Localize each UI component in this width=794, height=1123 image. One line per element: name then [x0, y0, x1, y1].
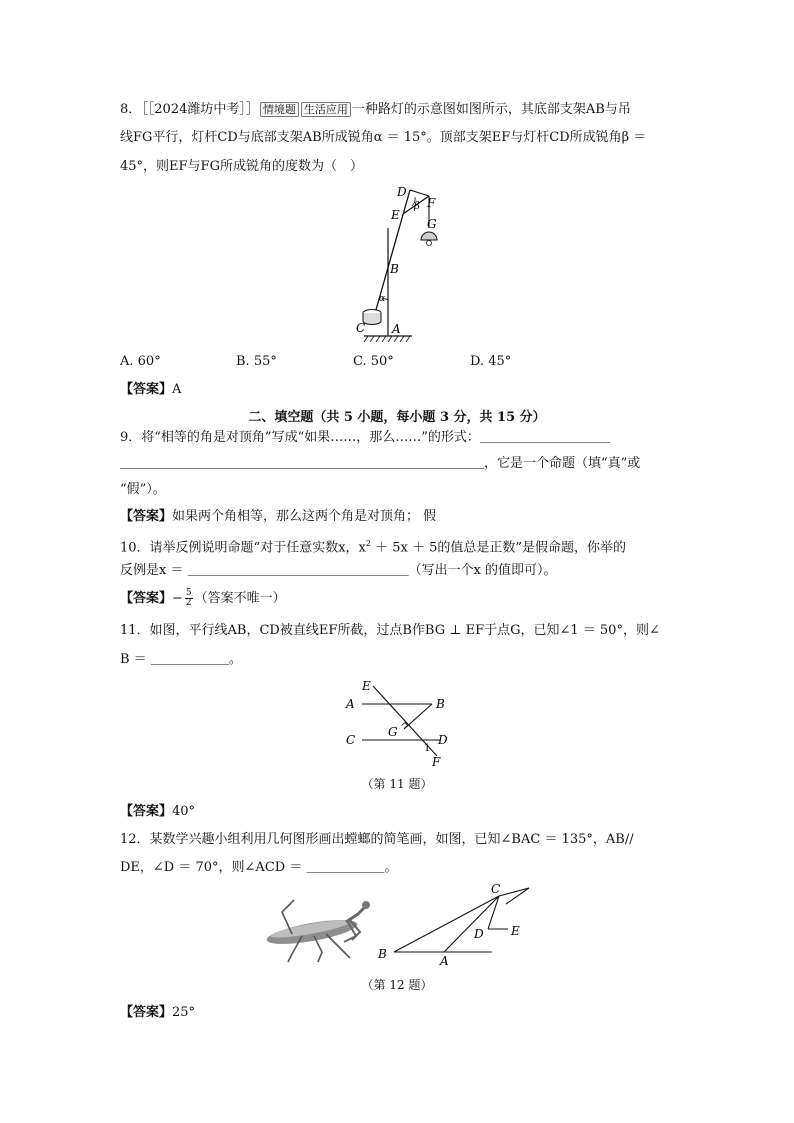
q11-label-a: A: [346, 697, 355, 711]
q11-caption: （第 11 题）: [361, 777, 433, 791]
q10-answer: [120, 589, 286, 609]
q8-label-e: E: [391, 208, 400, 222]
q12-line2: DE，∠D ＝ 70°，则∠ACD ＝ ＿＿＿＿＿＿。: [120, 860, 398, 875]
q12-mantis-illustration: [262, 896, 374, 964]
q12-label-d: D: [474, 927, 484, 941]
q12-mantis-neck: [346, 906, 366, 922]
q8-option-a[interactable]: A. 60°: [120, 354, 161, 369]
q8-option-c[interactable]: C. 50°: [353, 354, 394, 369]
q10-fraction-denominator: 2: [185, 598, 192, 608]
q8-label-a: A: [392, 322, 401, 336]
q10-answer-fraction: [185, 589, 193, 608]
q10-exponent: 2: [365, 539, 371, 548]
q8-tag-application: 生活应用: [301, 102, 351, 117]
q11-label-angle1: 1: [424, 743, 431, 754]
q8-label-c: C: [356, 321, 366, 335]
q8-number: 8．: [120, 102, 142, 117]
q11-label-b: B: [436, 697, 445, 711]
q11-line1: 11．如图，平行线AB，CD被直线EF所截，过点B作BG ⊥ EF于点G，已知∠1 ＝ 50°，则∠: [120, 623, 660, 638]
q12-segment-bc: [394, 896, 499, 952]
q12-label-c: C: [491, 882, 501, 896]
q8-line1-text: 一种路灯的示意图如图所示，其底部支架AB与吊: [351, 102, 631, 117]
q10-line1-b: ＋ 5x ＋ 5的值总是正数”是假命题，你举的: [370, 540, 627, 556]
q8-source: ［［2024潍坊中考］］: [141, 102, 259, 117]
q12-answer: [120, 1003, 195, 1023]
q12-segment-ac: [444, 896, 499, 952]
q8-lamp-shade: [421, 232, 437, 240]
q9-line3: “假”）。: [120, 482, 166, 497]
q8-label-d: D: [397, 185, 407, 199]
q8-option-d[interactable]: D. 45°: [470, 354, 512, 369]
q10-line1-a: 10．请举反例说明命题“对于任意实数x，x: [120, 540, 366, 556]
q11-label-f: F: [432, 755, 441, 769]
q8-label-alpha: α: [379, 294, 386, 304]
q10-answer-sign: −: [172, 591, 183, 606]
q11-label-g: G: [388, 725, 398, 739]
q9-answer: [120, 507, 436, 527]
q8-label-g: G: [427, 217, 437, 231]
q11-answer: [120, 802, 195, 822]
q8-answer-label: 【答案】: [120, 382, 173, 397]
q9-line1: 9．将“相等的角是对顶角”写成“如果……，那么……”的形式：＿＿＿＿＿＿＿＿＿＿: [120, 430, 610, 445]
section-fill-in-title: 二、填空题（共 5 小题，每小题 3 分，共 15 分）: [248, 410, 546, 425]
q8-answer: [120, 380, 181, 400]
q12-caption: （第 12 题）: [361, 978, 433, 992]
q12-answer-label: 【答案】: [120, 1005, 173, 1020]
q12-label-a: A: [440, 954, 449, 966]
q11-parallel-lines-figure: [340, 674, 460, 772]
q12-head-top: [499, 888, 529, 896]
q8-line3: 45°，则EF与FG所成锐角的度数为（ ）: [120, 159, 363, 174]
q11-label-c: C: [346, 733, 356, 747]
q8-base-drum: [363, 313, 381, 325]
q10-line1: [120, 534, 626, 558]
q12-line1: 12．某数学兴趣小组利用几何图形画出螳螂的简笔画，如图，已知∠BAC ＝ 135°，AB//: [120, 832, 634, 847]
q8-streetlamp-figure: [350, 180, 450, 345]
q11-answer-value: 40°: [172, 804, 196, 819]
q12-geometry-figure: [374, 882, 534, 966]
q11-segment-bg: [404, 704, 432, 729]
q8-line1: [120, 100, 631, 120]
q11-answer-label: 【答案】: [120, 804, 173, 819]
q8-label-beta: β: [414, 201, 420, 212]
q10-fraction-numerator: 5: [185, 588, 192, 598]
q12-label-e: E: [511, 924, 520, 938]
q9-answer-label: 【答案】: [120, 509, 173, 524]
q8-line2: 线FG平行，灯杆CD与底部支架AB所成锐角α ＝ 15°。顶部支架EF与灯杆CD所成锐角β ＝: [120, 130, 647, 145]
q8-label-b: B: [390, 262, 399, 276]
q8-ground-hatch: [364, 336, 410, 342]
q11-label-d: D: [438, 733, 448, 747]
q12-label-b: B: [378, 947, 387, 961]
q12-head-side: [506, 888, 529, 904]
q11-line2: B ＝ ＿＿＿＿＿＿。: [120, 652, 242, 667]
q10-answer-note: （答案不唯一）: [194, 591, 286, 606]
q8-lamp-bulb: [427, 241, 432, 246]
q8-answer-value: A: [172, 382, 182, 397]
q8-option-b[interactable]: B. 55°: [236, 354, 277, 369]
q11-label-e: E: [362, 679, 371, 693]
q9-line2: ＿＿＿＿＿＿＿＿＿＿＿＿＿＿＿＿＿＿＿＿＿＿＿＿＿＿＿＿，它是一个命题（填“真”或: [120, 456, 641, 471]
q8-label-f: F: [427, 196, 436, 210]
q9-answer-value: 如果两个角相等，那么这两个角是对顶角； 假: [172, 509, 437, 524]
q10-answer-label: 【答案】: [120, 591, 173, 606]
q10-line2: 反例是x ＝ ＿＿＿＿＿＿＿＿＿＿＿＿＿＿＿＿＿（写出一个x 的值即可）。: [120, 563, 557, 578]
q8-tag-scenario: 情境题: [260, 102, 299, 117]
q12-mantis-head: [362, 901, 370, 909]
q12-answer-value: 25°: [172, 1005, 196, 1020]
